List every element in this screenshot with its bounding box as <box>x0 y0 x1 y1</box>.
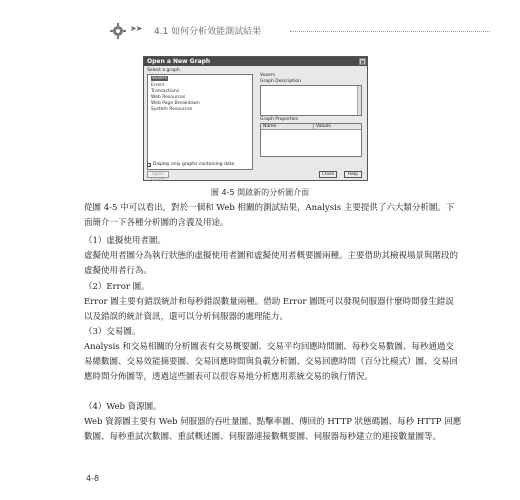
scrollbar[interactable] <box>357 86 361 115</box>
dialog-title: Open a New Graph <box>147 58 211 65</box>
header-title: 4.1 如何分析效能測試結果 <box>154 27 262 37</box>
intro-paragraph <box>84 201 462 231</box>
help-button[interactable]: Help <box>344 171 362 178</box>
intro-text: 從圖 4-5 中可以看出，對於一個和 Web 相關的測試結果，Analysis 主要提供了六大類分析圖。下面簡介一下各種分析圖的含義及用途。 <box>84 203 455 228</box>
section-text: Web 資源圖主要有 Web 伺服器的吞吐量圖、點擊率圖、傳回的 HTTP 狀態碼圖、每秒 HTTP 回應數圖、每秒重試次數圖、重試概述圖、伺服器連接數概要圖、伺服器每秒建立的連接數量圖等。 <box>84 417 462 442</box>
section-heading: （1）虛擬使用者圖。 <box>84 236 166 246</box>
display-only-checkbox[interactable]: ✓ <box>148 163 152 168</box>
section-text: Analysis 和交易相關的分析圖表有交易概要圖、交易平均回應時間圖、每秒交易數圖、每秒通過交易總數圖、交易效能摘要圖、交易回應時間與負載分析圖、交易回應時間（百分比模式）圖、交易回應時間分佈圖等，透過這些圖表可以很容易地分析應用系統交易的執行情況。 <box>84 342 459 382</box>
tree-item-web-page-breakdown[interactable]: Web Page Breakdown <box>151 101 200 106</box>
figure-caption: 圖 4-5 開啟新的分析圖介面 <box>210 188 310 197</box>
graph-tree[interactable] <box>147 74 253 170</box>
tree-item-vusers[interactable]: Vusers <box>152 76 167 81</box>
column-header-values: Values <box>316 124 331 129</box>
checkbox-label: Display only graphs containing data <box>153 162 235 167</box>
section-text: 虛擬使用者圖分為執行狀態的虛擬使用者圖和虛擬使用者概要圖兩種。主要借助其檢視場景與階段的虛擬使用者行為。 <box>84 251 459 276</box>
table-header <box>261 124 361 130</box>
section-2 <box>84 280 462 325</box>
page-number: 4-8 <box>86 474 100 483</box>
section-text: Error 圖主要有錯誤統計和每秒錯誤數量兩種。借助 Error 圖既可以發現伺服器什麼時間發生錯誤以及錯誤的統計資訊，還可以分析伺服器的處理能力。 <box>84 297 454 322</box>
header-divider <box>290 31 490 32</box>
select-graph-label: Select a graph <box>147 68 180 73</box>
dialog-titlebar <box>144 57 367 66</box>
gear-icon <box>110 23 126 39</box>
tree-item-transactions[interactable]: Transactions <box>151 89 180 94</box>
section-heading: （2）Error 圖。 <box>84 282 150 292</box>
section-heading: （4）Web 資源圖。 <box>84 402 162 412</box>
column-header-name: Name <box>263 124 277 129</box>
graph-description-box <box>260 85 362 116</box>
right-group-label: Vusers <box>260 73 275 78</box>
header-arrows: ➤➤ <box>130 24 142 33</box>
open-new-graph-dialog <box>143 56 368 181</box>
tree-item-errors[interactable]: Errors <box>151 83 165 88</box>
section-1 <box>84 234 462 279</box>
graph-properties-table <box>260 123 362 157</box>
tree-item-system-resources[interactable]: System Resources <box>151 107 193 112</box>
section-heading: （3）交易圖。 <box>84 327 141 337</box>
open-graph-button[interactable]: Open Graph <box>147 171 169 178</box>
tree-item-web-resources[interactable]: Web Resources <box>151 95 186 100</box>
section-3 <box>84 325 462 385</box>
page-header <box>110 23 490 39</box>
graph-properties-label: Graph Properties <box>260 117 298 122</box>
close-button[interactable]: Close <box>319 171 337 178</box>
close-icon[interactable]: × <box>360 59 366 66</box>
graph-description-label: Graph Description <box>260 79 301 84</box>
section-4 <box>84 400 462 445</box>
